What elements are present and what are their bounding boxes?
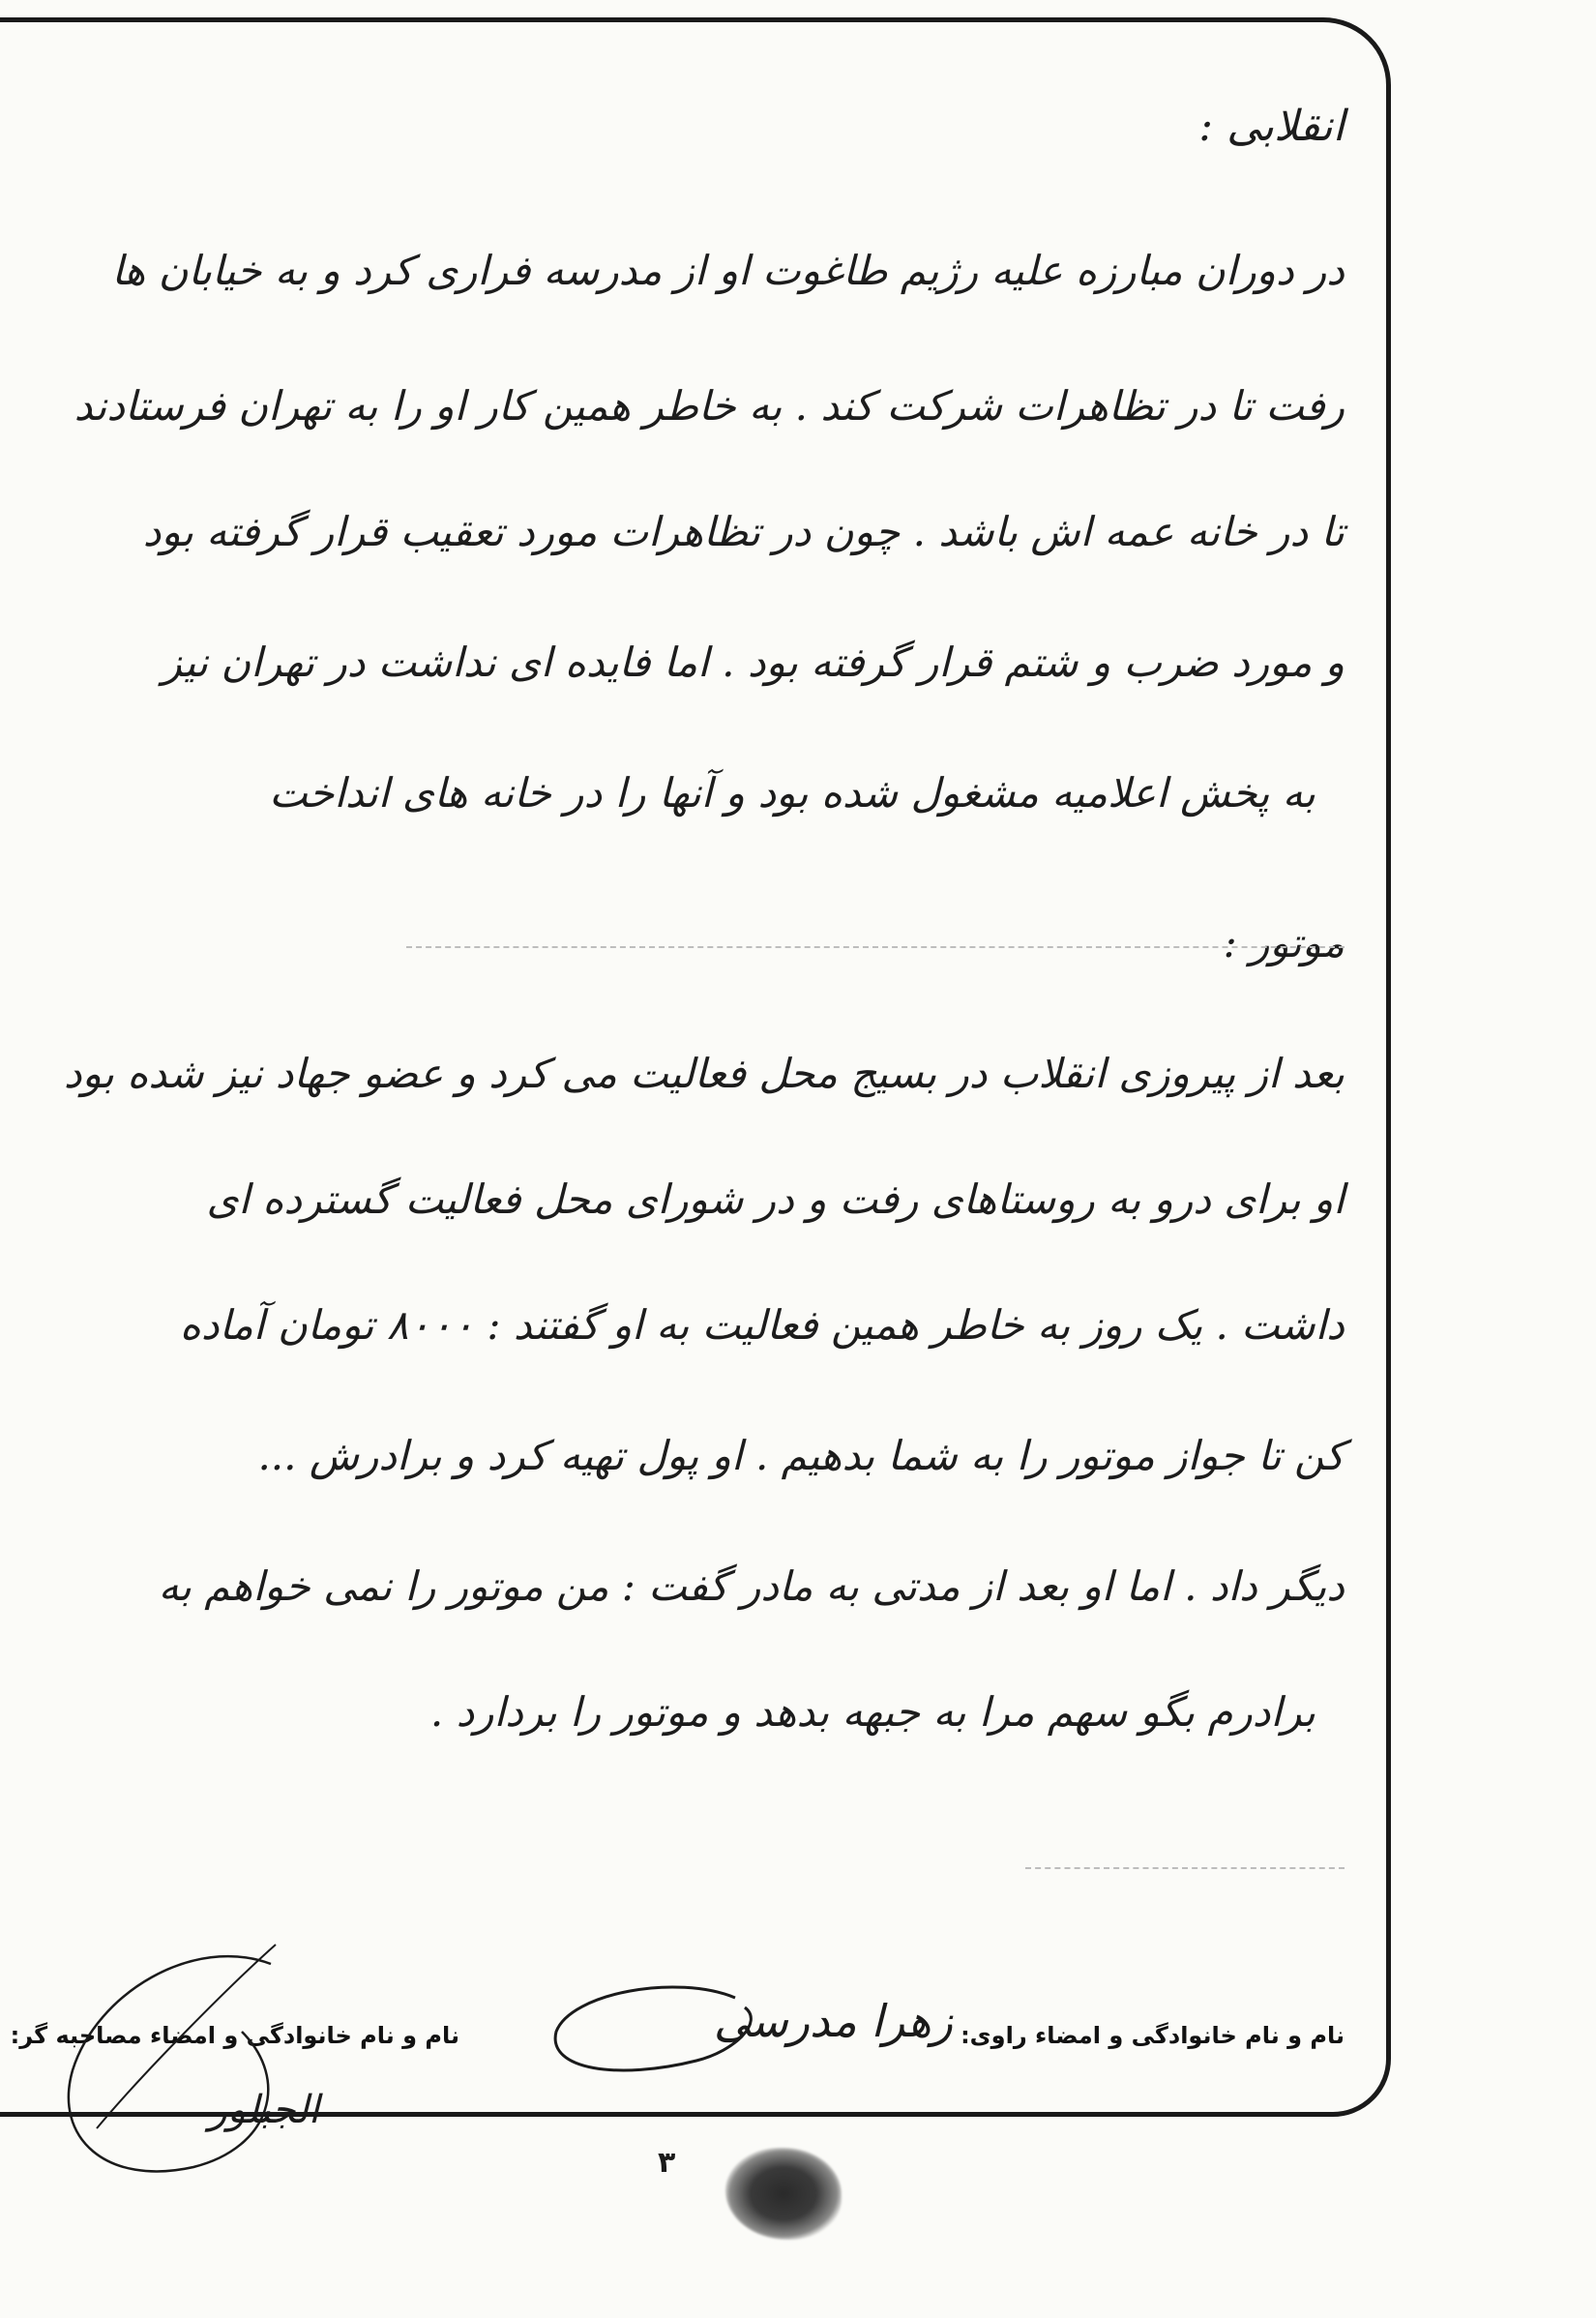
page-number: ۳ (658, 2146, 676, 2180)
text-line-3: تا در خانه عمه اش باشد . چون در تظاهرات مورد تعقیب قرار گرفته بود (142, 508, 1345, 555)
text-line-11: دیگر داد . اما او بعد از مدتی به مادر گفت : من موتور را نمی خواهم به (158, 1562, 1345, 1610)
text-line-4: و مورد ضرب و شتم قرار گرفته بود . اما فایده ای نداشت در تهران نیز (162, 639, 1345, 686)
text-line-8: او برای درو به روستاهای رفت و در شورای محل فعالیت گسترده ای (206, 1175, 1345, 1223)
narrator-signature: زهرا مدرسی (713, 1995, 953, 2047)
text-line-7: بعد از پیروزی انقلاب در بسیج محل فعالیت می کرد و عضو جهاد نیز شده بود (63, 1050, 1345, 1097)
text-line-1: در دوران مبارزه علیه رژیم طاغوت او از مدرسه فراری کرد و به خیابان ها (111, 247, 1345, 294)
text-line-10: کن تا جواز موتور را به شما بدهیم . او پول تهیه کرد و برادرش ... (257, 1432, 1345, 1479)
narrator-label: نام و نام خانوادگی و امضاء راوی: (961, 2022, 1345, 2049)
interviewer-signature: الجبلور (208, 2088, 319, 2132)
text-line-5: به پخش اعلامیه مشغول شده بود و آنها را در خانه های انداخت (269, 769, 1315, 817)
text-line-9: داشت . یک روز به خاطر همین فعالیت به او گفتند : ۸۰۰۰ تومان آماده (179, 1301, 1345, 1349)
section-heading: انقلابی : (1198, 102, 1345, 151)
text-line-6: موتور : (1223, 919, 1345, 966)
interviewer-label: نام و نام خانوادگی و امضاء مصاحبه گر: (10, 2022, 459, 2049)
text-line-12: برادرم بگو سهم مرا به جبهه بدهد و موتور را بردارد . (429, 1688, 1315, 1736)
text-line-2: رفت تا در تظاهرات شرکت کند . به خاطر همین کار او را به تهران فرستادند (74, 382, 1345, 430)
